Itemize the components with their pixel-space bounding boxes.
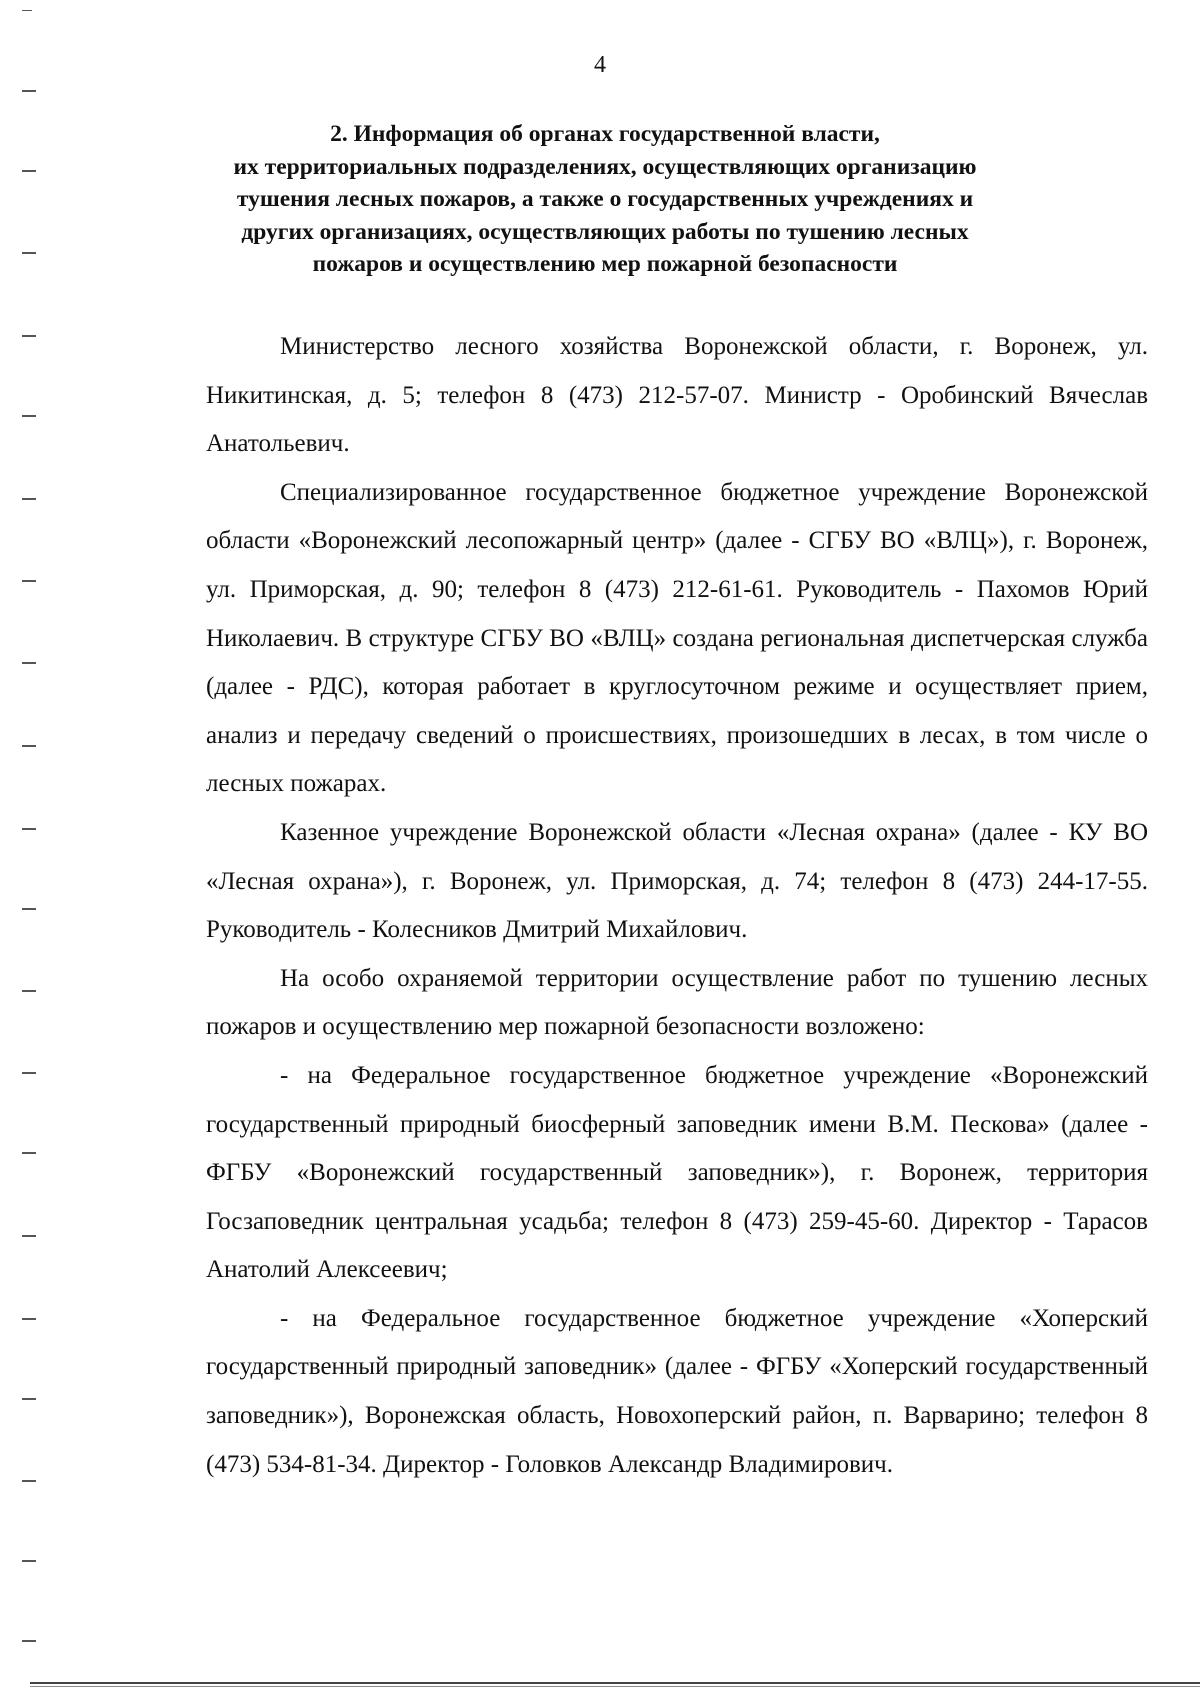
scan-tick (22, 745, 36, 747)
page-number: 4 (594, 52, 606, 78)
heading-line: пожаров и осуществлению мер пожарной безопасности (312, 251, 898, 277)
heading-line: тушения лесных пожаров, а также о государственных учреждениях и (236, 186, 974, 212)
heading-line: их территориальных подразделениях, осуществляющих организацию (233, 153, 977, 180)
scan-tick (22, 990, 36, 992)
scan-tick (22, 580, 36, 582)
paragraph-voronezh-reserve: - на Федеральное государственное бюджетное учреждение «Воронежский государственный природный биосферный заповедник имени В.М. Пескова» (далее - ФГБУ «Воронежский государственный заповедник»), г. Воронеж, территория Госзаповедник центральная усадьба; телефон 8 (473) 259-45-60. Директор - Тарасов Анатолий Алексеевич; (206, 1061, 1148, 1284)
paragraph-khopersky-reserve: - на Федеральное государственное бюджетное учреждение «Хоперский государственный природный заповедник» (далее - ФГБУ «Хоперский государственный заповедник»), Воронежская область, Новохоперский район, п. Варварино; телефон 8 (473) 534-81-34. Директор - Головков Александр Владимирович. (206, 1304, 1148, 1478)
heading-line: других организациях, осуществляющих работы по тушению лесных (241, 218, 969, 245)
scan-tick (22, 1560, 36, 1562)
paragraph-forest-guard: Казенное учреждение Воронежской области «Лесная охрана» (далее - КУ ВО «Лесная охрана»), г. Воронеж, ул. Приморская, д. 74; телефон 8 (473) 244-17-55. Руководитель - Колесников Дмитрий Михайлович. (206, 818, 1148, 944)
paragraph-forest-fire-center: Специализированное государственное бюджетное учреждение Воронежской области «Воронежский лесопожарный центр» (далее - СГБУ ВО «ВЛЦ»), г. Воронеж, ул. Приморская, д. 90; телефон 8 (473) 212-61-61. Руководитель - Пахомов Юрий Николаевич. В структуре СГБУ ВО «ВЛЦ» создана региональная диспетчерская служба (далее - РДС), которая работает в круглосуточном режиме и осуществляет прием, анализ и передачу сведений о происшествиях, произошедших в лесах, в том числе о лесных пожарах. (206, 478, 1148, 798)
scan-tick (22, 908, 36, 910)
heading-line: 2. Информация об органах государственной власти, (330, 121, 880, 147)
scan-tick (22, 1398, 36, 1400)
scan-tick (22, 90, 36, 92)
section-heading (215, 118, 995, 281)
document-body (206, 323, 1148, 1489)
paragraph-protected-territory: На особо охраняемой территории осуществление работ по тушению лесных пожаров и осуществлению мер пожарной безопасности возложено: (206, 964, 1148, 1041)
paragraph-ministry: Министерство лесного хозяйства Воронежской области, г. Воронеж, ул. Никитинская, д. 5; телефон 8 (473) 212-57-07. Министр - Оробинский Вячеслав Анатольевич. (206, 333, 1148, 458)
scan-tick (22, 828, 36, 830)
scan-tick (22, 1072, 36, 1074)
scan-tick (22, 415, 36, 417)
scan-tick (22, 335, 36, 337)
scan-tick (22, 170, 36, 172)
scan-bottom-edge-shadow (30, 1686, 1200, 1687)
scan-tick (22, 498, 36, 500)
scan-tick (22, 10, 32, 11)
scan-tick (22, 1152, 36, 1154)
scan-tick (22, 1480, 36, 1482)
scan-margin-marks (0, 0, 60, 1690)
scan-bottom-edge (30, 1682, 1200, 1684)
scan-tick (22, 662, 36, 664)
scan-tick (22, 1640, 36, 1642)
scan-tick (22, 1235, 36, 1237)
scan-tick (22, 252, 36, 254)
scan-tick (22, 1318, 36, 1320)
